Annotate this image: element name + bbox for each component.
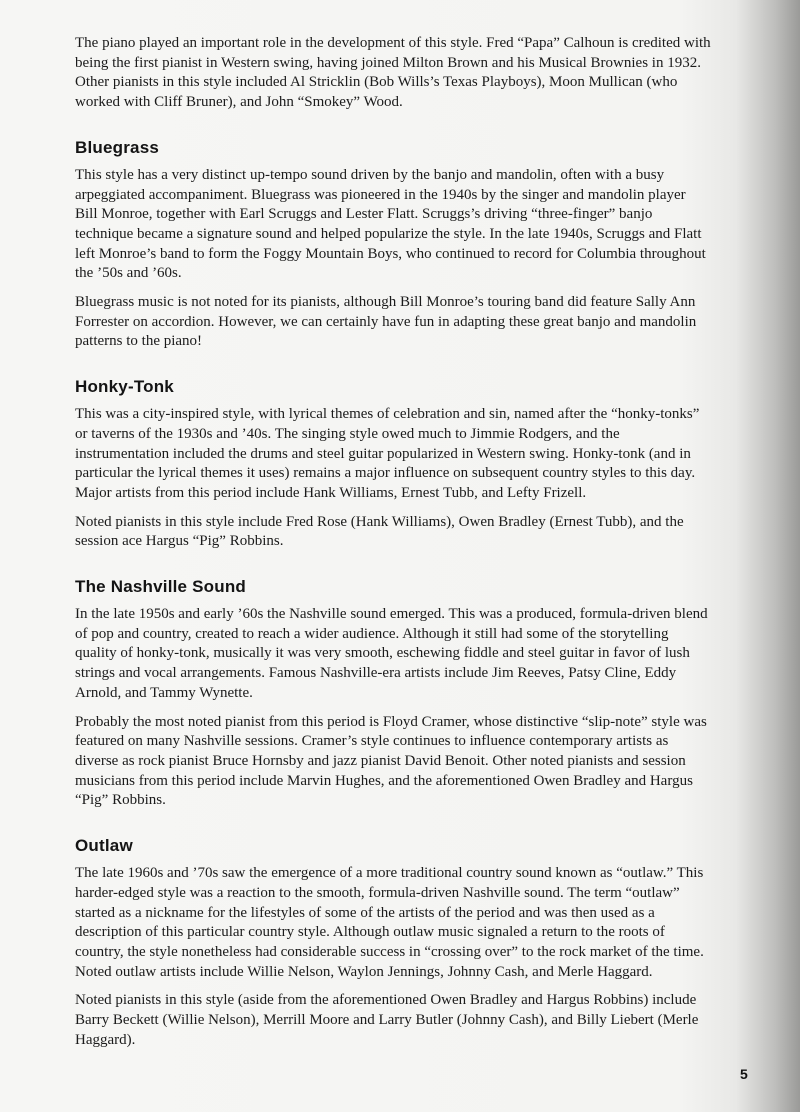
body-paragraph: In the late 1950s and early ’60s the Nashville sound emerged. This was a produced, formula-driven blend of pop and country, created to reach a wider audience. Although it still had some of the storytelling quality of honky-tonk, musically it was very smooth, eschewing fiddle and steel guitar in favor of lush strings and vocal arrangements. Famous Nashville-era artists include Jim Reeves, Patsy Cline, Eddy Arnold, and Tammy Wynette. <box>75 606 708 701</box>
body-paragraph: This was a city-inspired style, with lyrical themes of celebration and sin, named after the “honky-tonks” or taverns of the 1930s and ’40s. The singing style owed much to Jimmie Rodgers, and the instrumentation included the drums and steel guitar popularized in Western swing. Honky-tonk (and in particular the lyrical themes it uses) remains a major influence on subsequent country styles to this day. Major artists from this period include Hank Williams, Ernest Tubb, and Lefty Frizell. <box>75 406 700 501</box>
section-bluegrass <box>75 138 711 352</box>
section-heading-honky-tonk: Honky-Tonk <box>75 377 174 397</box>
section-outlaw <box>75 836 711 1050</box>
section-honky-tonk <box>75 377 711 552</box>
section-heading-bluegrass: Bluegrass <box>75 137 160 157</box>
body-paragraph: Bluegrass music is not noted for its pianists, although Bill Monroe’s touring band did feature Sally Ann Forrester on accordion. However, we can certainly have fun in adapting these great banjo and mandolin patterns to the piano! <box>75 294 697 350</box>
body-paragraph: Noted pianists in this style include Fred Rose (Hank Williams), Owen Bradley (Ernest Tubb), and the session ace Hargus “Pig” Robbins. <box>75 513 684 550</box>
body-paragraph: This style has a very distinct up-tempo sound driven by the banjo and mandolin, often with a busy arpeggiated accompaniment. Bluegrass was pioneered in the 1940s by the singer and mandolin player Bill Monroe, together with Earl Scruggs and Lester Flatt. Scruggs’s driving “three-finger” banjo technique became a signature sound and helped popularize the style. In the late 1940s, Scruggs and Flatt left Monroe’s band to form the Foggy Mountain Boys, who continued to record for Columbia throughout the ’50s and ’60s. <box>75 166 706 282</box>
section-nashville-sound <box>75 577 711 811</box>
section-heading-outlaw: Outlaw <box>75 836 133 856</box>
body-paragraph: The late 1960s and ’70s saw the emergence of a more traditional country sound known as “outlaw.” This harder-edged style was a reaction to the smooth, formula-driven Nashville sound. The term “outlaw” started as a nickname for the lifestyles of some of the artists of the period and was then used as a description of this particular country style. Although outlaw music signaled a return to the roots of country, the style nonetheless had considerable success in “crossing over” to the rock market of the time. Noted outlaw artists include Willie Nelson, Waylon Jennings, Johnny Cash, and Merle Haggard. <box>75 865 704 980</box>
body-paragraph: Noted pianists in this style (aside from the aforementioned Owen Bradley and Hargus Robbins) include Barry Beckett (Willie Nelson), Merrill Moore and Larry Butler (Johnny Cash), and Billy Liebert (Merle Haggard). <box>75 992 699 1048</box>
body-paragraph: Probably the most noted pianist from this period is Floyd Cramer, whose distinctive “slip-note” style was featured on many Nashville sessions. Cramer’s style continues to influence contemporary artists as diverse as rock pianist Bruce Hornsby and jazz pianist David Benoit. Other noted pianists and session musicians from this period include Marvin Hughes, and the aforementioned Owen Bradley and Hargus “Pig” Robbins. <box>75 713 707 809</box>
intro-paragraph: The piano played an important role in the development of this style. Fred “Papa” Calhoun is credited with being the first pianist in Western swing, having joined Milton Brown and his Musical Brownies in 1932. Other pianists in this style included Al Stricklin (Bob Wills’s Texas Playboys), Moon Mullican (who worked with Cliff Bruner), and John “Smokey” Wood. <box>75 35 711 111</box>
page-content <box>75 34 711 1059</box>
section-heading-nashville-sound: The Nashville Sound <box>75 577 246 597</box>
page-number: 5 <box>740 1066 748 1082</box>
